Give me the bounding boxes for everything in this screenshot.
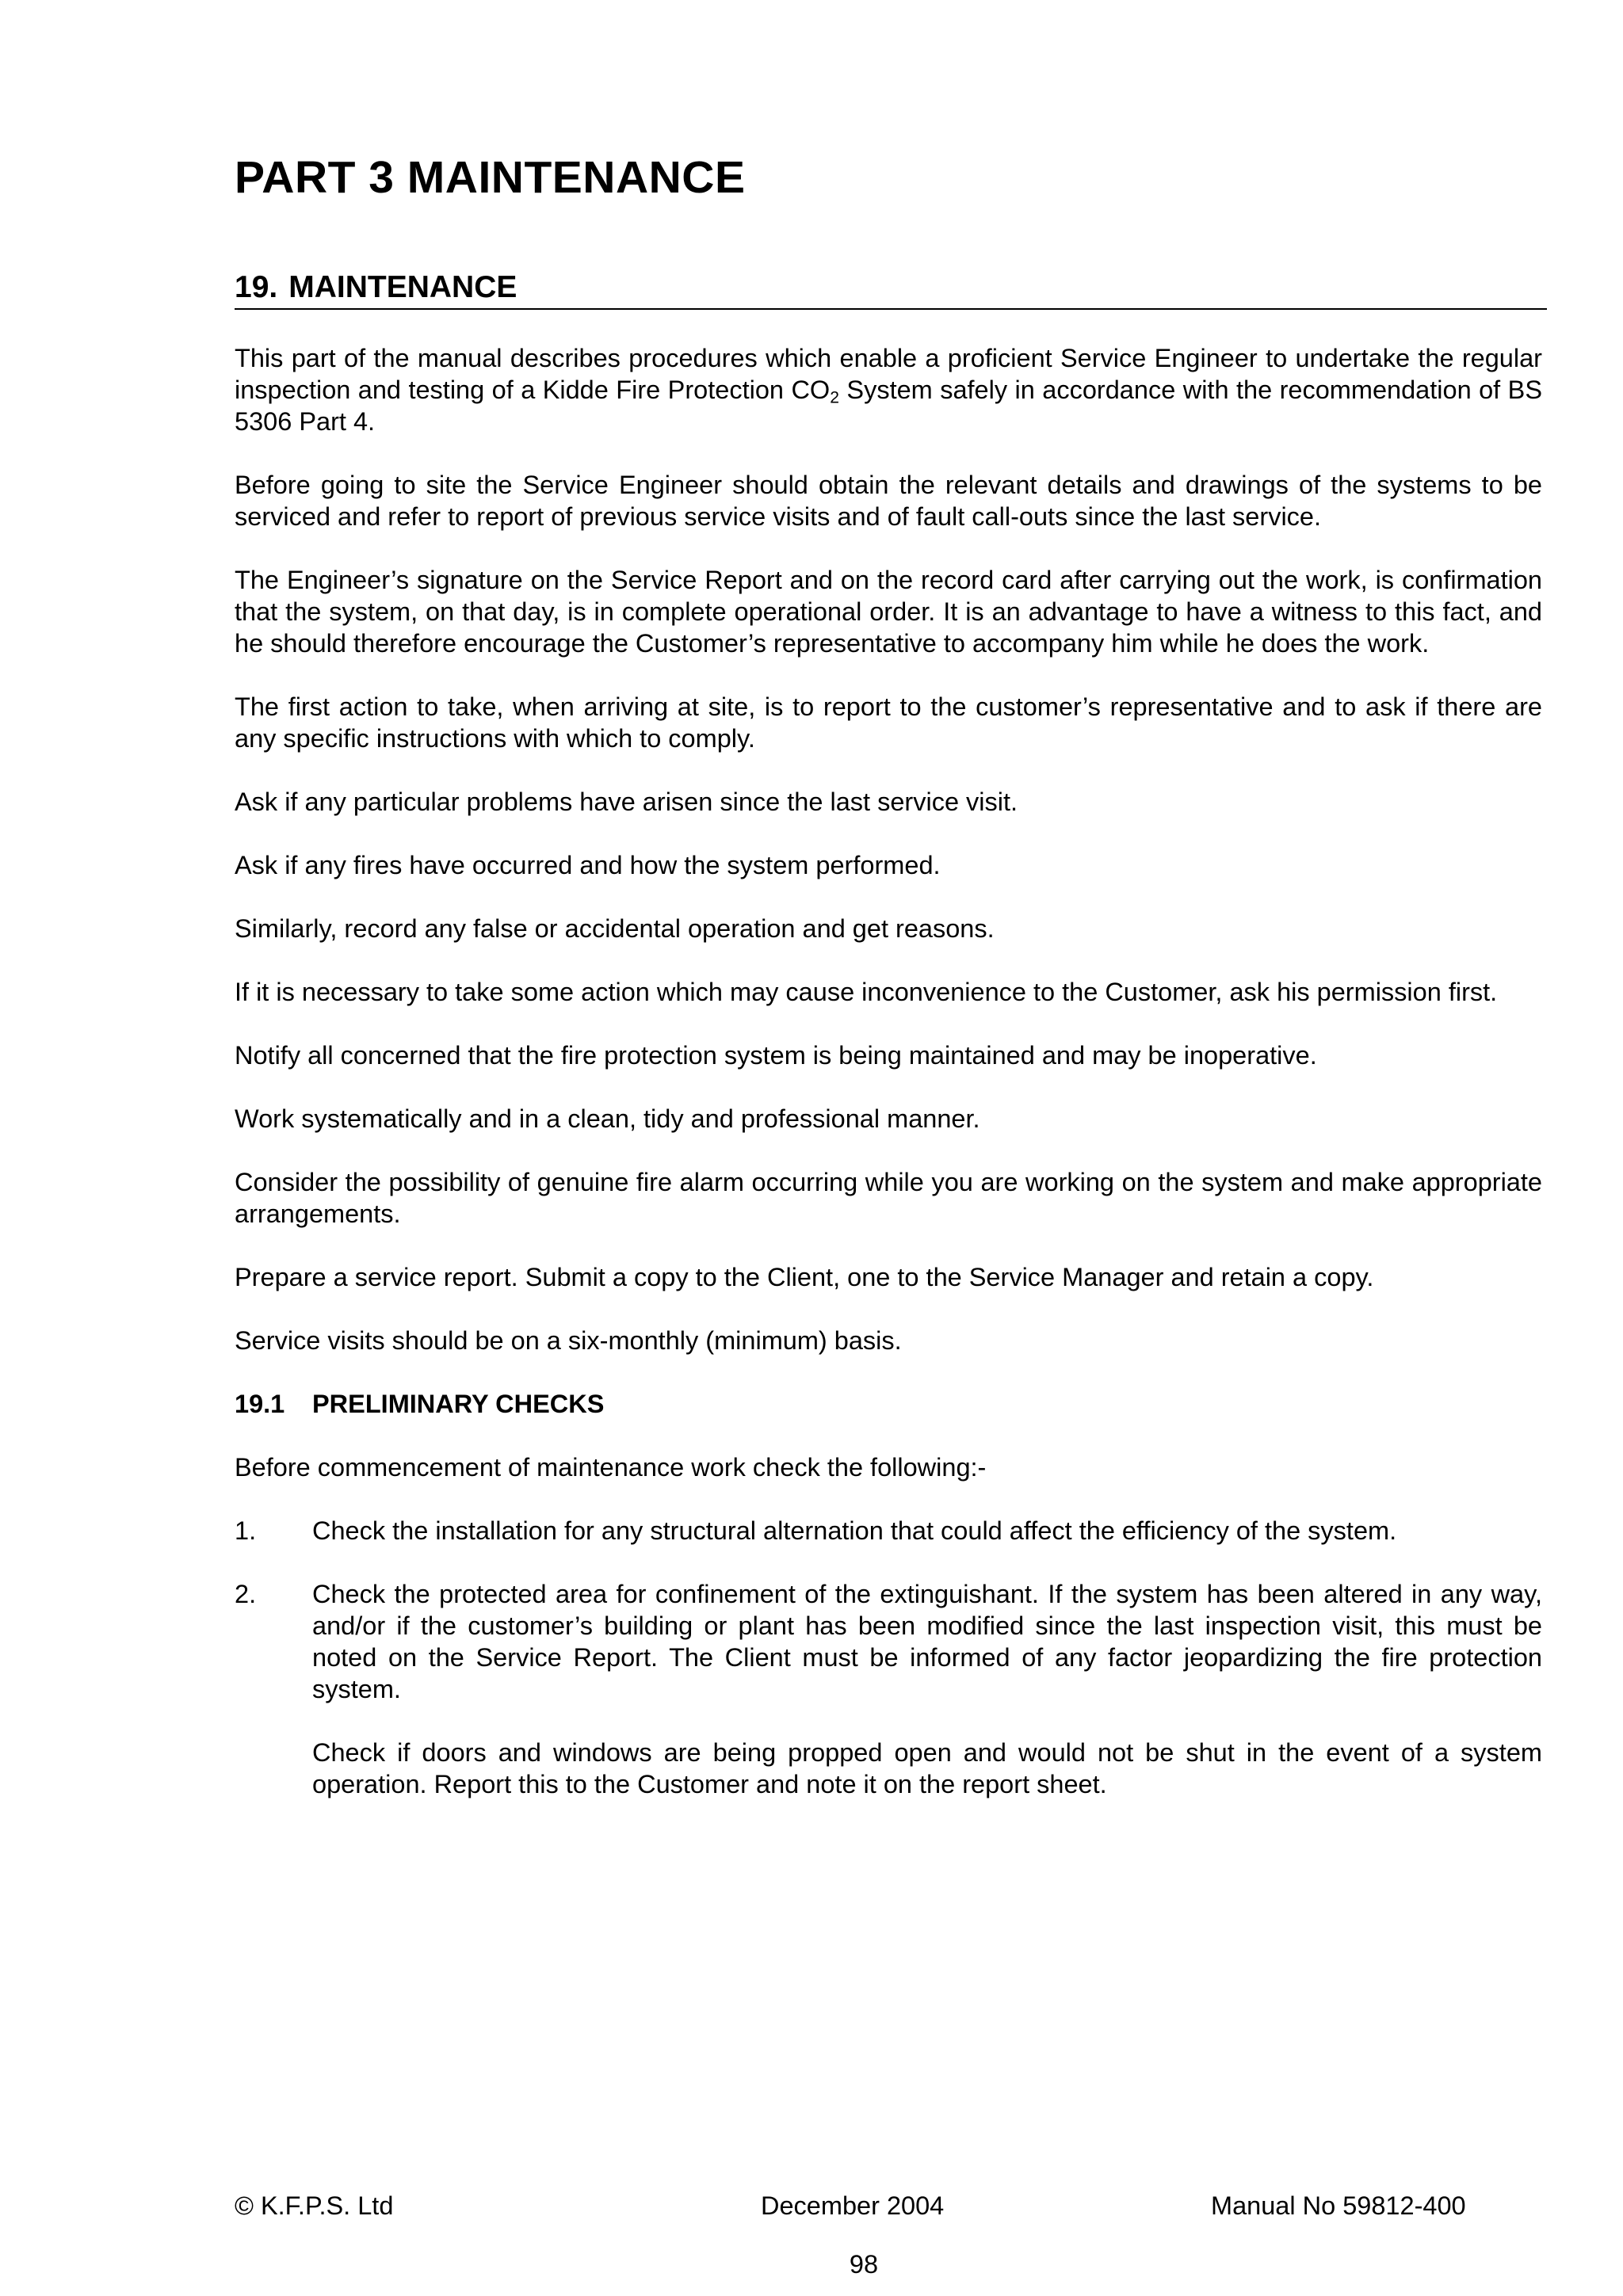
- paragraph: If it is necessary to take some action which may cause inconvenience to the Customer, ask his permission first.: [235, 978, 1498, 1006]
- list-item-paragraph: Check if doors and windows are being propped open and would not be shut in the event of a system operation. Report this to the Customer and note it on the report sheet.: [312, 1738, 1542, 1798]
- list-item: [235, 1578, 1542, 1800]
- page-number: 98: [849, 2250, 879, 2279]
- intro-text-start: This part of the manual describes procedures which enable a proficient Service Engineer to undertake the regular inspection and testing of a Kidde Fire Protection CO: [235, 344, 1542, 404]
- footer-manual-number: Manual No 59812-400: [1211, 2191, 1466, 2220]
- paragraph: Prepare a service report. Submit a copy to the Client, one to the Service Manager and retain a copy.: [235, 1263, 1374, 1291]
- paragraph: Similarly, record any false or accidental operation and get reasons.: [235, 914, 995, 943]
- list-item: [235, 1515, 1542, 1547]
- document-body: [235, 342, 1542, 1832]
- list-item-number: 1.: [235, 1516, 257, 1545]
- subsection-heading: [235, 1388, 1542, 1420]
- paragraph: Service visits should be on a six-monthly (minimum) basis.: [235, 1326, 902, 1355]
- list-item-text: [312, 1515, 1542, 1547]
- paragraph: Consider the possibility of genuine fire alarm occurring while you are working on the system and make appropriate arrangements.: [235, 1168, 1542, 1228]
- paragraph: Ask if any fires have occurred and how the system performed.: [235, 851, 941, 879]
- list-item-text: [312, 1578, 1542, 1800]
- paragraph: The first action to take, when arriving at site, is to report to the customer’s representative and to ask if there are any specific instructions with which to comply.: [235, 692, 1542, 753]
- section-title: MAINTENANCE: [288, 270, 517, 304]
- subsection-intro: Before commencement of maintenance work check the following:-: [235, 1453, 987, 1482]
- list-item-paragraph: Check the installation for any structural alternation that could affect the efficiency of the system.: [312, 1516, 1397, 1545]
- intro-subscript: 2: [830, 388, 839, 407]
- paragraph: Before going to site the Service Engineer should obtain the relevant details and drawings of the systems to be serviced and refer to report of previous service visits and of fault call-outs since the last service.: [235, 471, 1542, 531]
- page-title: PART 3 MAINTENANCE: [235, 152, 746, 203]
- section-heading: [235, 269, 1547, 310]
- intro-text-end: System safely in accordance with the recommendation of BS 5306 Part 4.: [235, 376, 1542, 436]
- footer-date: December 2004: [761, 2191, 945, 2220]
- paragraph: Work systematically and in a clean, tidy and professional manner.: [235, 1104, 980, 1133]
- paragraph: The Engineer’s signature on the Service Report and on the record card after carrying out the work, is confirmation that the system, on that day, is in complete operational order. It is an advantage to have a witness to this fact, and he should therefore encourage the Customer’s representative to accompany him while he does the work.: [235, 566, 1542, 658]
- list-item-paragraph: Check the protected area for confinement of the extinguishant. If the system has been altered in any way, and/or if the customer’s building or plant has been modified since the last inspection visit, this must be noted on the Service Report. The Client must be informed of any factor jeopardizing the fire protection system.: [312, 1580, 1542, 1703]
- intro-paragraph: [235, 342, 1542, 437]
- subsection-title: PRELIMINARY CHECKS: [312, 1390, 605, 1418]
- footer-copyright: © K.F.P.S. Ltd: [235, 2191, 394, 2220]
- list-item-number: 2.: [235, 1580, 257, 1608]
- paragraph: Notify all concerned that the fire protection system is being maintained and may be inoperative.: [235, 1041, 1317, 1070]
- subsection-number: 19.1: [235, 1390, 285, 1418]
- paragraph: Ask if any particular problems have arisen since the last service visit.: [235, 788, 1018, 816]
- section-number: 19.: [235, 270, 278, 304]
